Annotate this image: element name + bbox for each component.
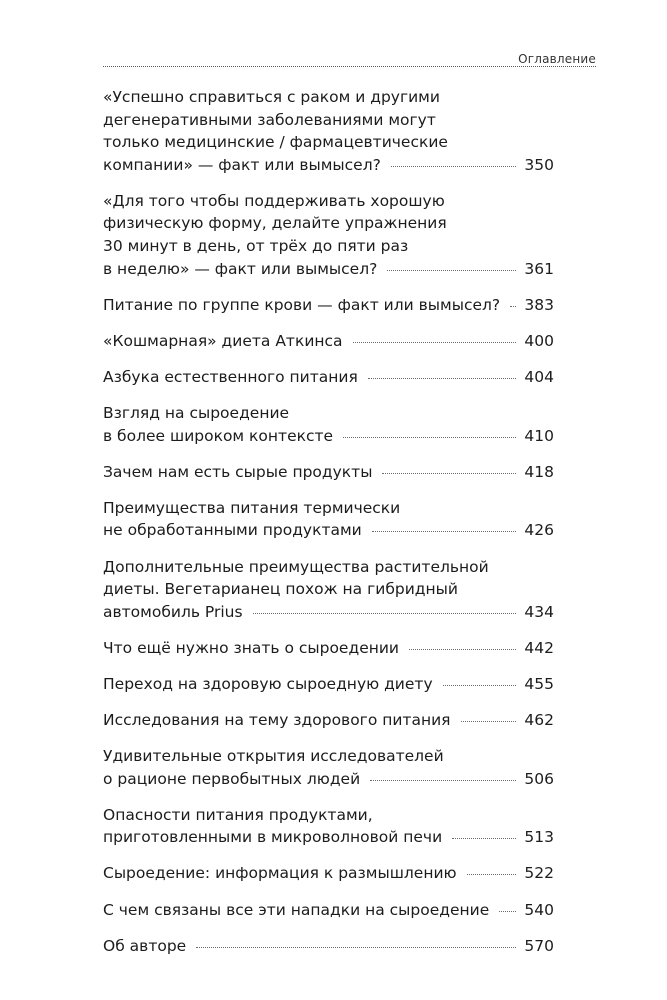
dot-leader bbox=[467, 873, 517, 875]
dot-leader bbox=[372, 530, 517, 532]
toc-entry-title: только медицинские / фармацевтические bbox=[103, 133, 448, 152]
toc-entry-line bbox=[103, 556, 554, 579]
toc-entry-line bbox=[103, 899, 554, 922]
toc-entry-title: автомобиль Prius bbox=[103, 602, 243, 621]
toc-entry-line bbox=[103, 86, 554, 109]
toc-entry[interactable] bbox=[103, 804, 554, 849]
toc-entry-line bbox=[103, 131, 554, 154]
toc-entry-title: в неделю» — факт или вымысел? bbox=[103, 259, 378, 278]
toc-entry-title: Сыроедение: информация к размышлению bbox=[103, 864, 457, 883]
toc-entry-title: приготовленными в микроволновой печи bbox=[103, 828, 443, 847]
toc-entry-line bbox=[103, 862, 554, 885]
toc-page-number: 383 bbox=[524, 295, 554, 314]
toc-entry-title: в более широком контексте bbox=[103, 426, 334, 445]
toc-entry-line bbox=[103, 258, 554, 281]
toc-entry-title: Что ещё нужно знать о сыроедении bbox=[103, 638, 400, 657]
dot-leader bbox=[382, 472, 516, 474]
toc-entry-title: «Успешно справиться с раком и другими bbox=[103, 88, 440, 106]
dot-leader bbox=[452, 837, 516, 839]
toc-entry[interactable] bbox=[103, 709, 554, 732]
toc-entry-title: Питание по группе крови — факт или вымысел? bbox=[103, 295, 501, 314]
toc-entry[interactable] bbox=[103, 899, 554, 922]
toc-entry[interactable] bbox=[103, 935, 554, 958]
toc-entry-title: Зачем нам есть сырые продукты bbox=[103, 462, 373, 481]
toc-entry[interactable] bbox=[103, 556, 554, 624]
dot-leader bbox=[196, 946, 516, 948]
toc-page-number: 570 bbox=[524, 936, 554, 955]
toc-entry-line bbox=[103, 425, 554, 448]
toc-entry-line bbox=[103, 190, 554, 213]
toc-entry-line bbox=[103, 402, 554, 425]
toc-entry[interactable] bbox=[103, 745, 554, 790]
toc-entry[interactable] bbox=[103, 86, 554, 176]
toc-entry-line bbox=[103, 154, 554, 177]
toc-entry-line bbox=[103, 330, 554, 353]
toc-entry-line bbox=[103, 294, 554, 317]
toc-entry-title: Преимущества питания термически bbox=[103, 498, 401, 517]
toc-entry-line bbox=[103, 497, 554, 520]
toc-entry-line bbox=[103, 109, 554, 132]
toc-entry[interactable] bbox=[103, 402, 554, 447]
toc-entry-line bbox=[103, 768, 554, 791]
toc-page-number: 410 bbox=[524, 426, 554, 445]
toc-entry-title: «Кошмарная» диета Аткинса bbox=[103, 331, 343, 350]
toc-page-number: 361 bbox=[524, 259, 554, 278]
toc-entry-line bbox=[103, 804, 554, 827]
toc-entry[interactable] bbox=[103, 637, 554, 660]
toc-page-number: 506 bbox=[524, 769, 554, 788]
toc-entry-title: С чем связаны все эти нападки на сыроедение bbox=[103, 900, 490, 919]
toc-entry-title: 30 минут в день, от трёх до пяти раз bbox=[103, 237, 409, 256]
toc-entry[interactable] bbox=[103, 862, 554, 885]
toc-entry-line bbox=[103, 578, 554, 601]
toc-entry-title: Переход на здоровую сыроедную диету bbox=[103, 674, 433, 693]
toc-entry-title: «Для того чтобы поддерживать хорошую bbox=[103, 191, 445, 210]
toc-entry-line bbox=[103, 235, 554, 258]
toc-page-number: 522 bbox=[524, 864, 554, 883]
toc-entry-line bbox=[103, 935, 554, 958]
toc-entry[interactable] bbox=[103, 366, 554, 389]
dot-leader bbox=[443, 684, 517, 686]
toc-entry-line bbox=[103, 601, 554, 624]
toc-entry-title: не обработанными продуктами bbox=[103, 521, 362, 540]
toc-entry-title: Об авторе bbox=[103, 936, 187, 955]
table-of-contents bbox=[103, 86, 554, 971]
dot-leader bbox=[391, 165, 517, 167]
toc-page-number: 455 bbox=[524, 674, 554, 693]
toc-entry-title: физическую форму, делайте упражнения bbox=[103, 214, 447, 233]
toc-entry[interactable] bbox=[103, 294, 554, 317]
toc-entry-line bbox=[103, 826, 554, 849]
toc-page-number: 404 bbox=[524, 367, 554, 386]
toc-page-number: 442 bbox=[524, 638, 554, 657]
toc-entry-title: Опасности питания продуктами, bbox=[103, 805, 373, 824]
toc-page-number: 462 bbox=[524, 710, 554, 729]
dot-leader bbox=[253, 612, 517, 614]
toc-entry-line bbox=[103, 745, 554, 768]
toc-entry[interactable] bbox=[103, 330, 554, 353]
dot-leader bbox=[343, 436, 516, 438]
toc-entry-title: Дополнительные преимущества растительной bbox=[103, 557, 489, 576]
toc-page-number: 350 bbox=[524, 155, 554, 174]
toc-entry-line bbox=[103, 673, 554, 696]
toc-entry-title: диеты. Вегетарианец похож на гибридный bbox=[103, 580, 458, 599]
toc-entry-line bbox=[103, 461, 554, 484]
dot-leader bbox=[370, 779, 516, 781]
toc-entry-line bbox=[103, 366, 554, 389]
toc-page-number: 540 bbox=[524, 900, 554, 919]
dot-leader bbox=[368, 377, 517, 379]
toc-entry-line bbox=[103, 212, 554, 235]
dot-leader bbox=[461, 720, 517, 722]
toc-page-number: 426 bbox=[524, 521, 554, 540]
toc-entry[interactable] bbox=[103, 461, 554, 484]
dot-leader bbox=[510, 305, 516, 307]
toc-entry-line bbox=[103, 709, 554, 732]
toc-page-number: 418 bbox=[524, 462, 554, 481]
toc-entry[interactable] bbox=[103, 190, 554, 280]
toc-entry-title: Взгляд на сыроедение bbox=[103, 404, 290, 423]
toc-entry[interactable] bbox=[103, 497, 554, 542]
dot-leader bbox=[353, 341, 517, 343]
running-head-title: Оглавление bbox=[518, 52, 596, 66]
dot-leader bbox=[387, 269, 516, 271]
toc-page-number: 400 bbox=[524, 331, 554, 350]
toc-entry-title: Удивительные открытия исследователей bbox=[103, 747, 444, 766]
toc-entry-title: Азбука естественного питания bbox=[103, 367, 358, 386]
running-head bbox=[103, 46, 596, 67]
toc-entry-line bbox=[103, 637, 554, 660]
toc-entry-title: Исследования на тему здорового питания bbox=[103, 710, 451, 729]
toc-entry-title: компании» — факт или вымысел? bbox=[103, 155, 381, 174]
dot-leader bbox=[409, 648, 516, 650]
toc-entry-title: дегенеративными заболеваниями могут bbox=[103, 110, 436, 129]
dot-leader bbox=[499, 910, 516, 912]
toc-entry[interactable] bbox=[103, 673, 554, 696]
toc-page-number: 434 bbox=[524, 602, 554, 621]
toc-entry-line bbox=[103, 519, 554, 542]
toc-page-number: 513 bbox=[524, 828, 554, 847]
toc-entry-title: о рационе первобытных людей bbox=[103, 769, 361, 788]
